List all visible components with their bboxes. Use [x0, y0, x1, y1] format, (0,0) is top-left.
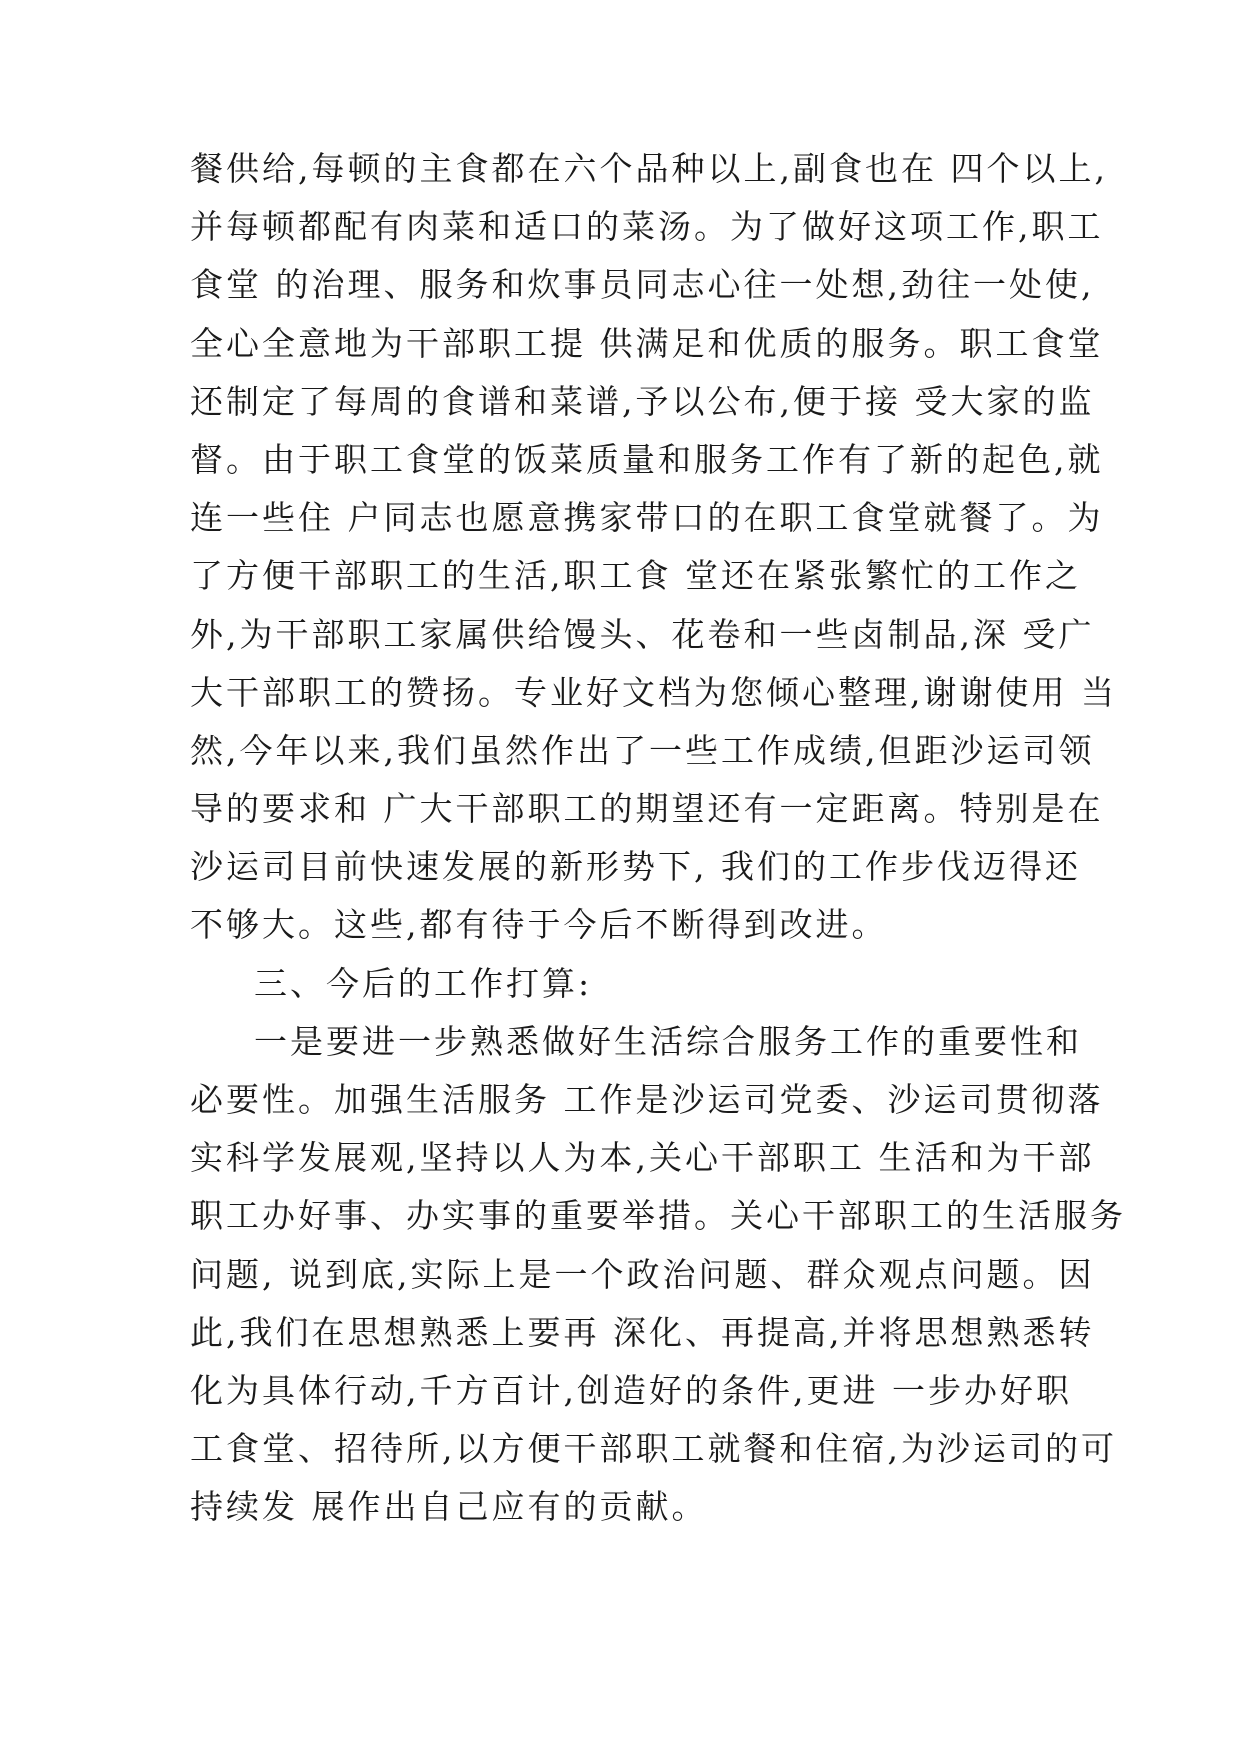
text-line: 职工办好事、办实事的重要举措。关心干部职工的生活服务 [190, 1196, 1126, 1236]
text-line: 餐供给,每顿的主食都在六个品种以上,副食也在 四个以上, [190, 149, 1108, 188]
text-line: 大干部职工的赞扬。专业好文档为您倾心整理,谢谢使用 当 [190, 672, 1117, 712]
text-line: 外,为干部职工家属供给馒头、花卷和一些卤制品,深 受广 [190, 614, 1095, 654]
text-line: 连一些住 户同志也愿意携家带口的在职工食堂就餐了。为 [190, 498, 1104, 538]
text-line: 问题, 说到底,实际上是一个政治问题、群众观点问题。因 [190, 1254, 1095, 1294]
text-line: 并每顿都配有肉菜和适口的菜汤。为了做好这项工作,职工 [190, 207, 1104, 247]
text-line: 化为具体行动,千方百计,创造好的条件,更进 一步办好职 [190, 1370, 1072, 1410]
text-line: 全心全意地为干部职工提 供满足和优质的服务。职工食堂 [190, 323, 1104, 363]
text-line: 食堂 的治理、服务和炊事员同志心往一处想,劲往一处使, [190, 265, 1095, 305]
text-line: 还制定了每周的食谱和菜谱,予以公布,便于接 受大家的监 [190, 381, 1095, 421]
text-line: 导的要求和 广大干部职工的期望还有一定距离。特别是在 [190, 789, 1104, 829]
text-line: 沙运司目前快速发展的新形势下, 我们的工作步伐迈得还 [190, 847, 1081, 887]
text-line: 督。由于职工食堂的饭菜质量和服务工作有了新的起色,就 [190, 439, 1104, 479]
document-body [190, 140, 1126, 1537]
text-line: 持续发 展作出自己应有的贡献。 [190, 1487, 708, 1527]
text-line: 然,今年以来,我们虽然作出了一些工作成绩,但距沙运司领 [190, 730, 1095, 770]
text-line: 必要性。加强生活服务 工作是沙运司党委、沙运司贯彻落 [190, 1080, 1104, 1119]
text-line: 工食堂、招待所,以方便干部职工就餐和住宿,为沙运司的可 [190, 1429, 1117, 1469]
text-line: 不够大。这些,都有待于今后不断得到改进。 [190, 905, 888, 945]
text-line: 了方便干部职工的生活,职工食 堂还在紧张繁忙的工作之 [190, 556, 1081, 596]
text-line: 一是要进一步熟悉做好生活综合服务工作的重要性和 [254, 1021, 1082, 1061]
text-line: 实科学发展观,坚持以人为本,关心干部职工 生活和为干部 [190, 1138, 1095, 1178]
section-heading: 三、今后的工作打算: [254, 963, 593, 1003]
text-line: 此,我们在思想熟悉上要再 深化、再提高,并将思想熟悉转 [190, 1312, 1095, 1352]
